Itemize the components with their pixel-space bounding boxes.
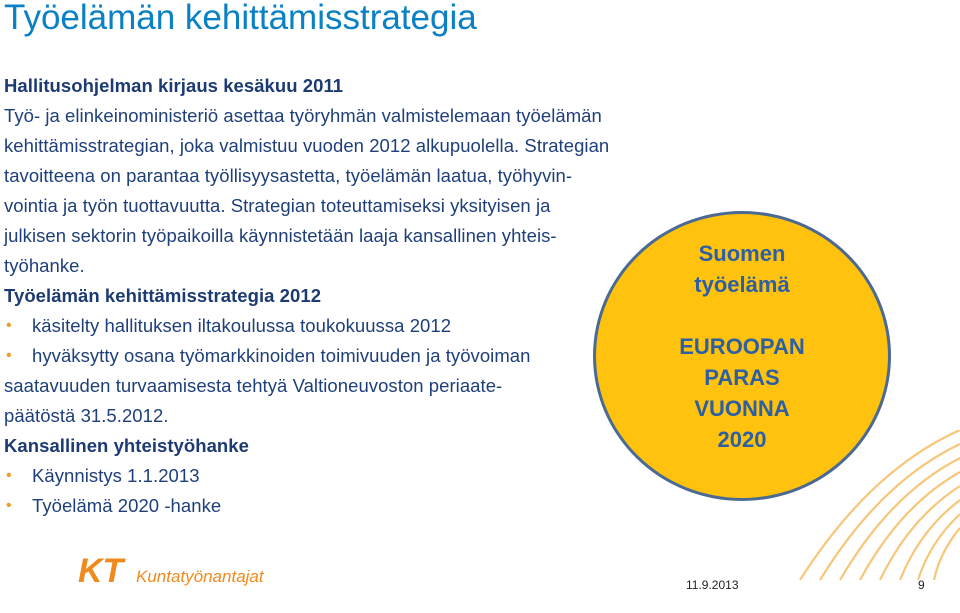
line-text: Työelämän kehittämisstrategia 2012 (4, 285, 322, 306)
section-heading (4, 71, 704, 101)
badge-line-2: työelämä (694, 272, 790, 297)
body-text-line (4, 131, 704, 161)
kuntatyonantajat-logo (78, 551, 278, 591)
bullet-icon: • (6, 497, 12, 514)
badge-line-6: 2020 (717, 427, 767, 452)
bullet-item (4, 491, 704, 521)
footer-date: 11.9.2013 (686, 578, 739, 592)
line-text: päätöstä 31.5.2012. (4, 405, 169, 426)
line-text: kehittämisstrategian, joka valmistuu vuoden 2012 alkupuolella. Strategian (4, 135, 610, 156)
bullet-icon: • (6, 467, 12, 484)
slide-title: Työelämän kehittämisstrategia (4, 0, 477, 37)
bullet-icon: • (6, 347, 12, 364)
line-text: Työ- ja elinkeinoministeriö asettaa työryhmän valmistelemaan työelämän (4, 105, 602, 126)
line-text: Kansallinen yhteistyöhanke (4, 435, 249, 456)
badge-line-1: Suomen (698, 241, 786, 266)
line-text: hyväksytty osana työmarkkinoiden toimivuuden ja työvoiman (32, 345, 531, 366)
line-text: käsitelty hallituksen iltakoulussa toukokuussa 2012 (32, 315, 452, 336)
line-text: työhanke. (4, 255, 85, 276)
badge-line-3: EUROOPAN (679, 334, 805, 359)
body-text-line (4, 191, 704, 221)
bullet-icon: • (6, 317, 12, 334)
badge-line-4: PARAS (704, 365, 780, 390)
body-text-line (4, 161, 704, 191)
line-text: Käynnistys 1.1.2013 (32, 465, 200, 486)
line-text: tavoitteena on parantaa työllisyysastetta, työelämän laatua, työhyvin- (4, 165, 573, 186)
body-text-line (4, 101, 704, 131)
line-text: julkisen sektorin työpaikoilla käynnistetään laaja kansallinen yhteis- (4, 225, 557, 246)
page-number: 9 (918, 578, 925, 592)
line-text: saatavuuden turvaamisesta tehtyä Valtioneuvoston periaate- (4, 375, 503, 396)
badge-line-5: VUONNA (694, 396, 790, 421)
line-text: Työelämä 2020 -hanke (32, 495, 222, 516)
line-text: vointia ja työn tuottavuutta. Strategian toteuttamiseksi yksityisen ja (4, 195, 551, 216)
logo-mark: KT (78, 552, 124, 590)
logo-text: Kuntatyönantajat (136, 567, 264, 586)
line-text: Hallitusohjelman kirjaus kesäkuu 2011 (4, 75, 344, 96)
bullet-item (4, 461, 704, 491)
